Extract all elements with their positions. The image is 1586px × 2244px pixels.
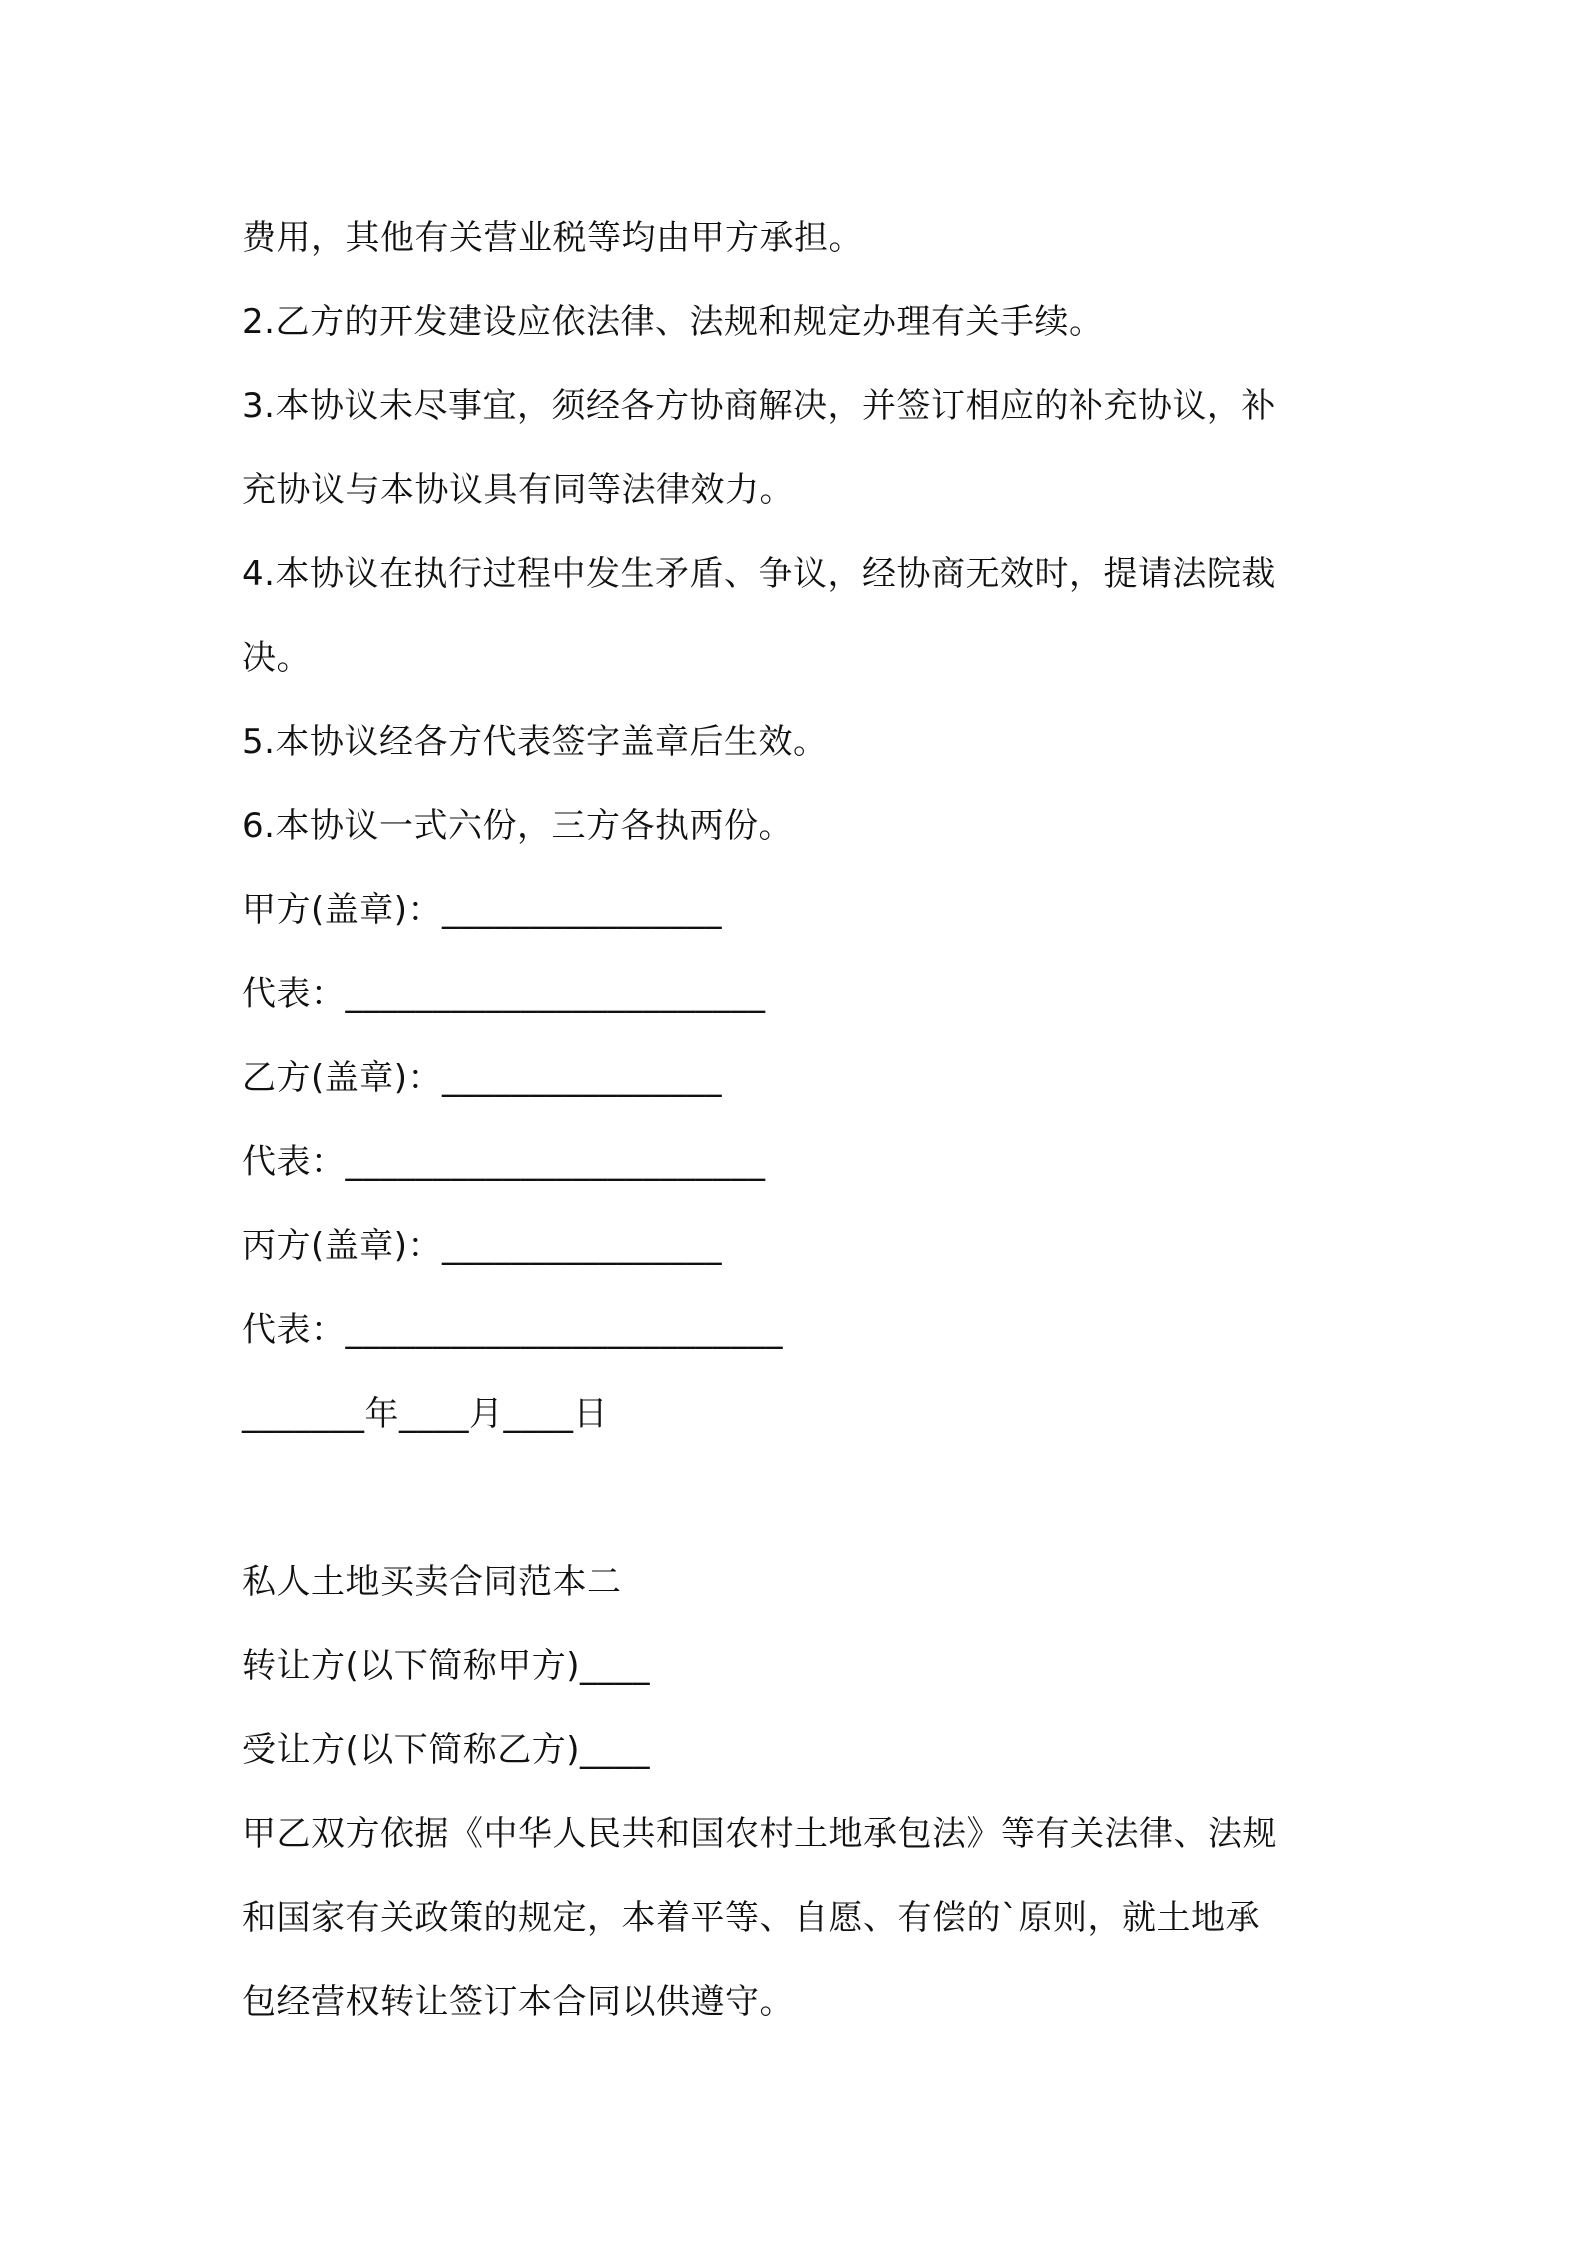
date-field: _______年____月____日 (242, 1394, 608, 1434)
section-title: 私人土地买卖合同范本二 (242, 1562, 622, 1602)
clause-4-line-2: 决。 (242, 638, 311, 678)
transferor-field: 转让方(以下简称甲方)____ (242, 1646, 651, 1686)
section-spacer (242, 1456, 1362, 1540)
party-b-seal-field: 乙方(盖章)：________________ (242, 1058, 723, 1098)
party-c-seal-field: 丙方(盖章)：________________ (242, 1226, 723, 1266)
preamble-line-2: 和国家有关政策的规定，本着平等、自愿、有偿的`原则，就土地承 (242, 1898, 1260, 1938)
party-c-representative-field: 代表：_________________________ (242, 1310, 783, 1350)
clause-3-line-2: 充协议与本协议具有同等法律效力。 (242, 470, 794, 510)
transferee-field: 受让方(以下简称乙方)____ (242, 1730, 651, 1770)
document-body (242, 196, 1362, 2044)
clause-2: 2.乙方的开发建设应依法律、法规和规定办理有关手续。 (242, 302, 1104, 342)
party-b-representative-field: 代表：________________________ (242, 1142, 766, 1182)
party-a-representative-field: 代表：________________________ (242, 974, 766, 1014)
party-a-seal-field: 甲方(盖章)：________________ (242, 890, 723, 930)
preamble-line-3: 包经营权转让签订本合同以供遵守。 (242, 1982, 794, 2022)
clause-4-line-1: 4.本协议在执行过程中发生矛盾、争议，经协商无效时，提请法院裁 (242, 554, 1276, 594)
preamble-line-1: 甲乙双方依据《中华人民共和国农村土地承包法》等有关法律、法规 (242, 1814, 1277, 1854)
clause-6: 6.本协议一式六份，三方各执两份。 (242, 806, 793, 846)
clause-3-line-1: 3.本协议未尽事宜，须经各方协商解决，并签订相应的补充协议，补 (242, 386, 1276, 426)
clause-5: 5.本协议经各方代表签字盖章后生效。 (242, 722, 828, 762)
paragraph-line: 费用，其他有关营业税等均由甲方承担。 (242, 218, 863, 258)
